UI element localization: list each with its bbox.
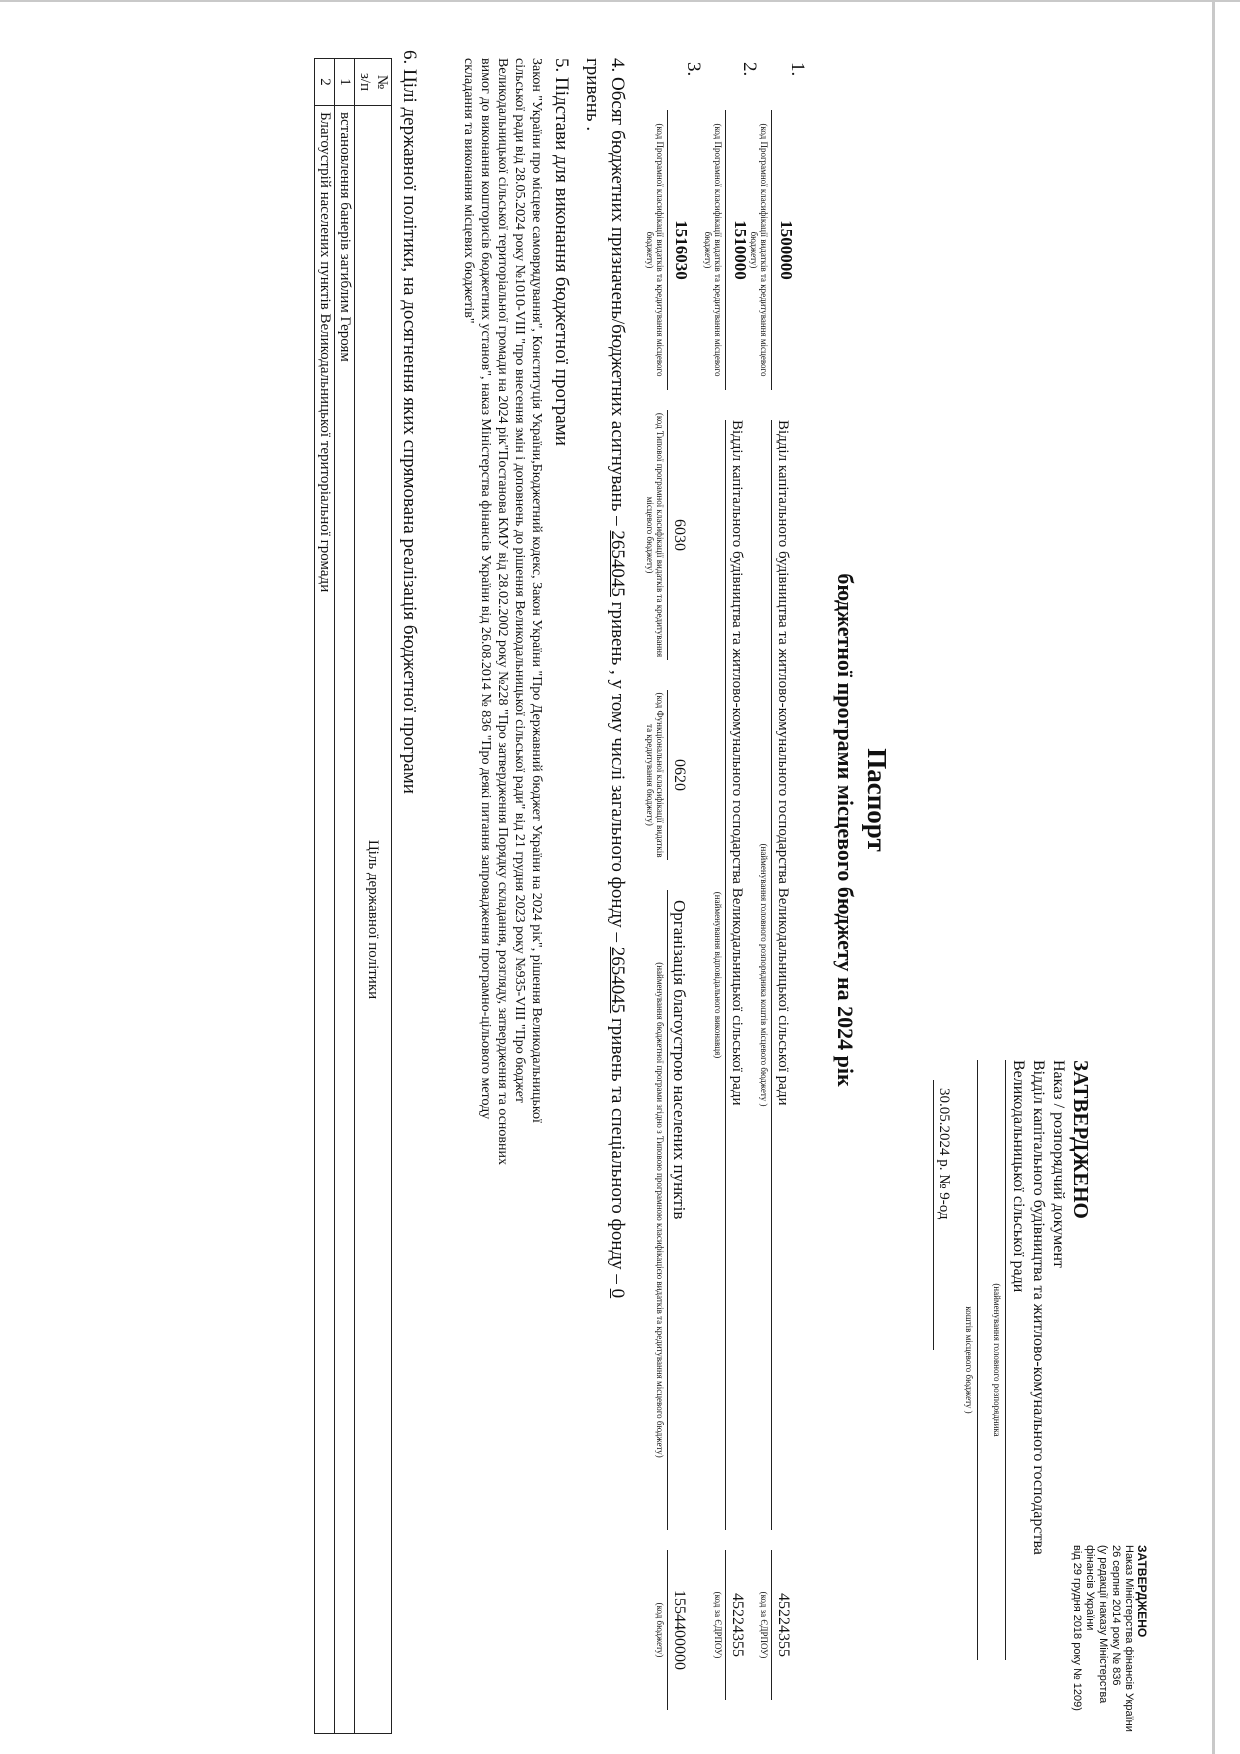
item-3-name-line (667, 890, 668, 1530)
org-underline2 (977, 1060, 978, 1660)
section4-prefix: 4. Обсяг бюджетних призначень/бюджетних асигнувань – (607, 58, 628, 526)
item-3-functional-line (667, 690, 668, 860)
col-num-line2: з/п (357, 72, 373, 92)
row-num: 2 (315, 59, 335, 106)
org-line1: Відділ капітального будівництва та житлово-комунального господарства (1030, 1060, 1047, 1555)
section5-line: вимог до виконання кошторисів бюджетних установ", наказ Міністерства фінансів України від 26.08.2014 № 836 "Про деякі питання запровадження програмно-цільового методу (478, 58, 493, 1120)
section5-line: складання та виконання місцевих бюджетів" (461, 58, 476, 324)
org-underline (1005, 1060, 1006, 1660)
section4-mid: гривень , у тому числі загального фонду – (607, 601, 628, 942)
approved-title: ЗАТВЕРДЖЕНО (1069, 1060, 1093, 1219)
org-caption1: (найменування головного розпорядника (992, 1283, 1002, 1437)
item-3-code-line (667, 110, 668, 390)
section5-heading: 5. Підстави для виконання бюджетної програми (551, 58, 572, 446)
page-title: Паспорт (862, 748, 892, 852)
item-2-code: 1510000 (731, 220, 750, 280)
section4-special-fund: 0 (607, 1288, 628, 1299)
item-1-code-caption: (код Програмної класифікації видатків та кредитування місцевого бюджету) (749, 123, 769, 377)
col-num-line1: № (374, 74, 390, 90)
section4-suffix: гривень . (582, 58, 603, 132)
item-3-budget-caption: (код бюджету) (655, 1602, 665, 1658)
section5-line: Великодальницької сільської територіальної громади на 2024 рік"Постанова КМУ від 28.02.2002 року №228 "Про затвердження Порядку складання, розгляду, затвердження та основних (495, 58, 510, 1166)
item-1-name: Відділ капітального будівництва та житлово-комунального господарства Великодальницької сільської ради (775, 420, 791, 1106)
section5-line: Закон "України про місцеве самоврядування", Конституція України,Бюджетний кодекс, Закон України "Про Державний бюджет України на 2024 рік", рішення Великодальницької (529, 58, 544, 1123)
ministry-approved-title: ЗАТВЕРДЖЕНО (1135, 1545, 1149, 1638)
item-2-edrpou: 45224355 (729, 1593, 746, 1657)
item-1-edrpou: 45224355 (775, 1593, 792, 1657)
ministry-order-date: 26 серпня 2014 року № 836 (1110, 1545, 1122, 1686)
section4-line (606, 58, 628, 1738)
item-3-budget-code: 1554400000 (671, 1590, 688, 1670)
page-subtitle: бюджетної програми місцевого бюджету на 2024 рік (833, 573, 858, 1087)
row-num: 1 (335, 59, 355, 106)
item-3-typical-line (667, 410, 668, 660)
order-type: Наказ / розпорядчий документ (1050, 1060, 1067, 1268)
order-date: 30.05.2024 р. № 9-од (936, 1088, 952, 1220)
item-2-code-line (725, 110, 726, 390)
table-header-num (355, 59, 392, 106)
section4-total: 2654045 (607, 530, 628, 597)
row-goal: встановлення банерів загиблим Героям (335, 106, 355, 1734)
table-row (315, 59, 335, 1734)
ministry-edition-date: від 29 грудня 2018 року № 1209) (1071, 1545, 1083, 1711)
item-3-code: 1516030 (672, 220, 691, 280)
section5-line: сільської ради від 28.05.2024 року №1010-VIII "про внесення змін і доповнень до рішення Великодальницької сільської ради" від 21 грудня 2023 року №935-VIII "Про бюджет (512, 58, 527, 1104)
order-date-underline (933, 1080, 934, 1350)
item-1-number: 1. (787, 62, 808, 77)
item-3-code-caption: (код Програмної класифікації видатків та кредитування місцевого бюджету) (645, 123, 665, 377)
table-header-row (355, 59, 392, 1734)
ministry-order: Наказ Міністерства фінансів України (1123, 1545, 1135, 1732)
section6-heading: 6. Цілі державної політики, на досягнення яких спрямована реалізація бюджетної програми (399, 50, 420, 794)
item-1-name-caption: (найменування головного розпорядника коштів місцевого бюджету ) (759, 843, 769, 1107)
goals-table (314, 58, 392, 1734)
item-2-name-caption: (найменування відповідального виконавця) (713, 891, 723, 1059)
section5-body (460, 58, 545, 1738)
item-2-name-line (725, 420, 726, 1530)
item-3-budget-line (667, 1550, 668, 1710)
item-1-code: 1500000 (777, 220, 796, 280)
section4-general-fund: 2654045 (607, 946, 628, 1014)
org-line2: Великодальницької сільської ради (1010, 1060, 1027, 1293)
item-1-edrpou-line (771, 1550, 772, 1700)
item-2-edrpou-caption: (код за ЄДРПОУ) (713, 1591, 723, 1659)
table-row (335, 59, 355, 1734)
item-3-typical-caption: (код Типової програмної класифікації видатків та кредитування місцевого бюджету) (645, 412, 665, 658)
item-3-number: 3. (683, 62, 704, 77)
item-2-name: Відділ капітального будівництва та житлово-комунального господарства Великодальницької сільської ради (729, 420, 745, 1106)
row-goal: Благоустрій населених пунктів Великодальницької територіальної громади (315, 106, 335, 1734)
item-3-functional-caption: (код Функціональної класифікації видатків та кредитування бюджету) (645, 692, 665, 858)
item-1-code-line (771, 110, 772, 390)
org-caption2: коштів місцевого бюджету ) (964, 1306, 974, 1414)
table-header-goal: Ціль державної політики (355, 106, 392, 1734)
item-3-functional-code: 0620 (671, 759, 688, 791)
section4-mid2: гривень та спеціального фонду – (607, 1018, 628, 1284)
ministry-edition: (у редакції наказу Міністерства фінансів України (1084, 1545, 1109, 1704)
approval-block (1008, 1060, 1094, 1680)
item-3-typical-code: 6030 (671, 519, 688, 551)
item-3-name-caption: (найменування бюджетної програми згідно з Типовою програмною класифікацією видатків та кредитування місцевого бюджету) (655, 962, 665, 1458)
item-2-code-caption: (код Програмної класифікації видатків та кредитування місцевого бюджету) (703, 123, 723, 377)
item-1-name-line (771, 420, 772, 1530)
item-3-name: Організація благоустрою населених пунктів (670, 900, 689, 1220)
item-1-edrpou-caption: (код за ЄДРПОУ) (759, 1591, 769, 1659)
item-2-edrpou-line (725, 1550, 726, 1700)
item-2-number: 2. (739, 62, 760, 77)
